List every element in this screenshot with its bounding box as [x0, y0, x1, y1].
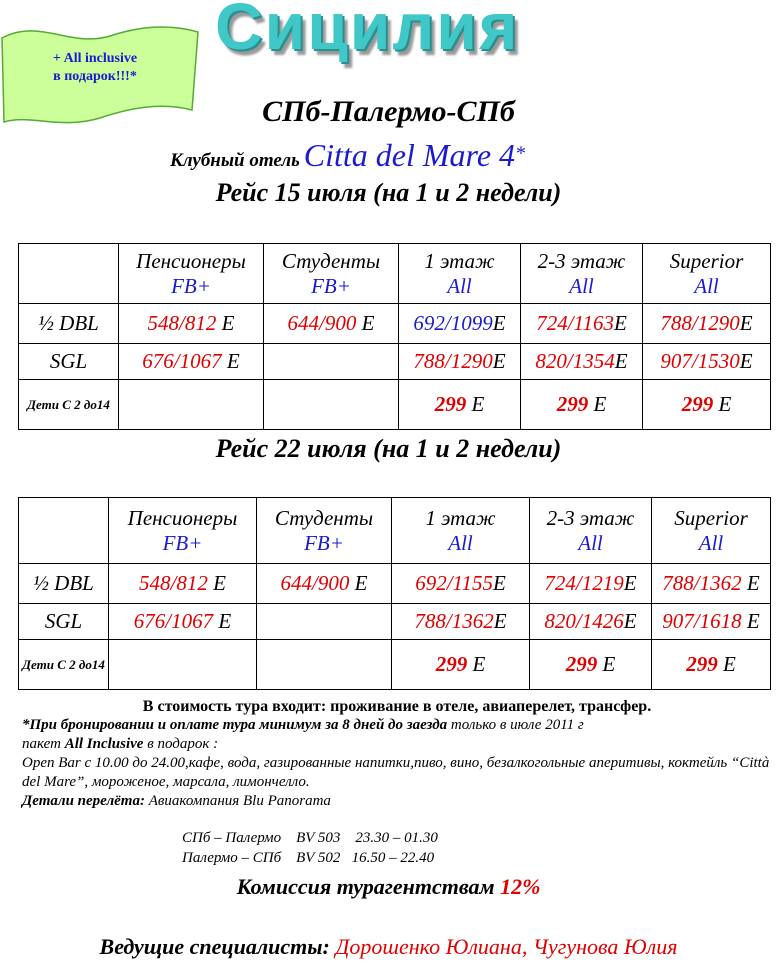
- price-cell: [643, 344, 771, 380]
- column-header-title: Студенты: [274, 505, 374, 530]
- price-cell: [392, 640, 530, 690]
- price-value-alt: 1290: [697, 311, 740, 335]
- price-separator: /: [319, 311, 325, 335]
- price-separator: /: [691, 349, 698, 373]
- column-header: [109, 498, 257, 564]
- price-value-alt: 1219: [581, 571, 624, 595]
- column-header: [399, 244, 521, 304]
- column-header-title: Пенсионеры: [127, 505, 238, 530]
- hotel-line: [170, 137, 525, 174]
- table-header-row: [19, 498, 771, 564]
- price-cell: [119, 344, 264, 380]
- price-currency: E: [356, 311, 375, 335]
- price-currency: E: [466, 392, 485, 416]
- table-row: [19, 640, 771, 690]
- package-name: All Inclusive: [64, 736, 144, 752]
- column-header: [652, 498, 771, 564]
- specialists-line: [0, 934, 777, 960]
- price-value: 788: [662, 571, 694, 595]
- price-separator: /: [170, 571, 177, 595]
- price-value-alt: 1290: [450, 349, 493, 373]
- column-header-board: All: [694, 273, 719, 298]
- column-header-board: All: [569, 273, 594, 298]
- price-value: 820: [544, 609, 576, 633]
- price-value-alt: 900: [317, 571, 350, 595]
- price-cell: [119, 380, 264, 430]
- column-header-board: All: [447, 273, 472, 298]
- gift-badge-text: [20, 50, 170, 86]
- price-value: 820: [535, 349, 567, 373]
- price-currency: E: [623, 609, 637, 633]
- price-value-alt: 1530: [697, 349, 740, 373]
- package-suffix: в подарок :: [143, 736, 219, 752]
- price-value: 299: [686, 652, 718, 676]
- price-value: 644: [287, 311, 320, 335]
- price-currency: E: [741, 571, 760, 595]
- price-value: 788: [414, 609, 446, 633]
- price-currency: E: [613, 311, 627, 335]
- booking-bold: *При бронировании и оплате тура минимум за 8 дней до заезда: [22, 717, 448, 733]
- price-currency: E: [492, 571, 506, 595]
- column-header-title: 1 этаж: [425, 505, 496, 530]
- flight-heading-2: Рейс 22 июля (на 1 и 2 недели): [215, 434, 562, 463]
- price-cell: [652, 564, 771, 604]
- price-value: 907: [660, 349, 692, 373]
- notes-block: [22, 697, 772, 811]
- price-value: 724: [544, 571, 576, 595]
- price-separator: /: [165, 609, 172, 633]
- price-value: 907: [662, 609, 694, 633]
- price-table-2: [18, 497, 771, 690]
- price-cell: [264, 344, 399, 380]
- table-row: [19, 564, 771, 604]
- price-currency: E: [739, 311, 753, 335]
- price-currency: E: [216, 311, 235, 335]
- price-value: 724: [536, 311, 568, 335]
- price-value-alt: 1426: [581, 609, 624, 633]
- price-cell: [109, 604, 257, 640]
- column-header-title: 2-3 этаж: [546, 505, 635, 530]
- price-cell: [399, 304, 521, 344]
- price-value-alt: 812: [184, 311, 217, 335]
- row-label: SGL: [19, 344, 119, 380]
- price-cell: [399, 380, 521, 430]
- price-value: 788: [413, 349, 445, 373]
- price-currency: E: [614, 349, 628, 373]
- column-header: [19, 244, 119, 304]
- column-header-board: All: [448, 530, 473, 555]
- price-currency: E: [739, 349, 753, 373]
- price-separator: /: [693, 609, 700, 633]
- column-header-board: FB+: [304, 530, 344, 555]
- price-cell: [652, 640, 771, 690]
- price-value: 548: [139, 571, 171, 595]
- price-cell: [652, 604, 771, 640]
- price-cell: [530, 564, 652, 604]
- column-header-board: FB+: [171, 273, 211, 298]
- price-cell: [392, 604, 530, 640]
- price-value: 548: [147, 311, 180, 335]
- column-header-title: Superior: [674, 505, 748, 530]
- price-currency: E: [623, 571, 637, 595]
- price-value-alt: 812: [176, 571, 208, 595]
- price-cell: [521, 380, 643, 430]
- row-label: ½ DBL: [19, 304, 119, 344]
- price-value: 299: [556, 392, 589, 416]
- price-currency: E: [492, 349, 506, 373]
- price-value: 299: [435, 652, 468, 676]
- price-table-1: [18, 243, 771, 430]
- column-header-board: FB+: [162, 530, 203, 555]
- price-cell: [257, 604, 392, 640]
- price-cell: [530, 604, 652, 640]
- column-header: [257, 498, 392, 564]
- price-currency: E: [213, 609, 232, 633]
- open-bar-text: Open Bar с 10.00 до 24.00,кафе, вода, газированные напитки,пиво, вино, безалкогольные аперитивы, коктейль “Città del Mare”, мороженое, марсала, лимончелло.: [22, 755, 770, 790]
- included-services: В стоимость тура входит: проживание в отеле, авиаперелет, трансфер.: [142, 698, 652, 715]
- flight-details-label: Детали перелёта:: [22, 793, 145, 809]
- price-value: 676: [142, 349, 174, 373]
- price-value-alt: 1155: [452, 571, 493, 595]
- hotel-star: *: [515, 142, 526, 165]
- price-separator: /: [445, 609, 452, 633]
- price-cell: [399, 344, 521, 380]
- price-value-alt: 1618: [699, 609, 742, 633]
- price-currency: E: [713, 392, 732, 416]
- badge-line-1: + All inclusive: [52, 51, 138, 66]
- column-header-board: All: [698, 530, 724, 555]
- column-header-board: All: [578, 530, 603, 555]
- table-row: [19, 604, 771, 640]
- price-cell: [119, 304, 264, 344]
- table-header-row: [19, 244, 771, 304]
- column-header-title: Пенсионеры: [136, 248, 246, 273]
- specialists-label: Ведущие специалисты:: [99, 934, 336, 959]
- price-currency: E: [207, 571, 226, 595]
- price-cell: [109, 564, 257, 604]
- column-header-title: 1 этаж: [424, 248, 495, 273]
- price-currency: E: [597, 652, 616, 676]
- commission-line: [0, 874, 777, 900]
- price-value: 299: [434, 392, 467, 416]
- price-cell: [257, 564, 392, 604]
- column-header: [392, 498, 530, 564]
- column-header-title: 2-3 этаж: [537, 248, 626, 273]
- package-line: [22, 735, 772, 754]
- table-row: [19, 344, 771, 380]
- route-heading: СПб-Палермо-СПб: [262, 95, 515, 128]
- price-cell: [643, 304, 771, 344]
- price-value: 644: [280, 571, 313, 595]
- price-value: 299: [681, 392, 714, 416]
- price-separator: /: [312, 571, 318, 595]
- column-header-board: FB+: [311, 273, 351, 298]
- row-label: Дети С 2 до14: [19, 380, 119, 430]
- price-separator: /: [693, 571, 700, 595]
- price-value-alt: 1362: [451, 609, 494, 633]
- price-separator: /: [173, 349, 180, 373]
- flight-schedule: [182, 828, 438, 868]
- price-separator: /: [567, 311, 574, 335]
- price-value-alt: 1067: [171, 609, 214, 633]
- price-value: 692: [413, 311, 445, 335]
- price-currency: E: [741, 609, 760, 633]
- price-value: 676: [133, 609, 166, 633]
- column-header: [521, 244, 643, 304]
- price-separator: /: [566, 349, 573, 373]
- price-separator: /: [575, 571, 582, 595]
- table-row: [19, 380, 771, 430]
- price-currency: E: [349, 571, 368, 595]
- price-separator: /: [444, 349, 451, 373]
- price-currency: E: [493, 609, 507, 633]
- row-label: Дети С 2 до14: [19, 640, 109, 690]
- column-header: [530, 498, 652, 564]
- row-label: ½ DBL: [19, 564, 109, 604]
- price-value-alt: 900: [324, 311, 357, 335]
- price-currency: E: [467, 652, 486, 676]
- page-title: Сицилия: [215, 0, 520, 63]
- price-cell: [264, 380, 399, 430]
- price-currency: E: [717, 652, 736, 676]
- package-prefix: пакет: [22, 736, 65, 752]
- hotel-name: Citta del Mare 4: [303, 137, 516, 173]
- commission-label: Комиссия турагентствам: [236, 874, 501, 899]
- column-header: [119, 244, 264, 304]
- price-cell: [643, 380, 771, 430]
- hotel-prefix: Клубный отель: [170, 150, 300, 171]
- table-row: [19, 304, 771, 344]
- price-separator: /: [444, 311, 451, 335]
- column-header: [264, 244, 399, 304]
- price-separator: /: [691, 311, 698, 335]
- price-cell: [530, 640, 652, 690]
- price-value-alt: 1354: [572, 349, 615, 373]
- price-cell: [521, 304, 643, 344]
- price-value-alt: 1067: [179, 349, 222, 373]
- price-currency: E: [588, 392, 607, 416]
- flight-line-outbound: СПб – Палермо BV 503 23.30 – 01.30: [182, 830, 438, 846]
- badge-line-2: в подарок!!!*: [53, 69, 137, 84]
- commission-value: 12%: [500, 874, 541, 899]
- price-value-alt: 1362: [699, 571, 742, 595]
- price-separator: /: [446, 571, 453, 595]
- airline-name: Авиакомпания Blu Panorama: [144, 793, 331, 809]
- column-header-title: Superior: [669, 248, 744, 273]
- price-cell: [264, 304, 399, 344]
- flight-heading-1: Рейс 15 июля (на 1 и 2 недели): [215, 178, 562, 207]
- booking-condition: [22, 716, 772, 735]
- price-cell: [109, 640, 257, 690]
- price-separator: /: [179, 311, 185, 335]
- price-currency: E: [221, 349, 240, 373]
- price-value: 788: [660, 311, 692, 335]
- price-value: 692: [415, 571, 447, 595]
- price-cell: [521, 344, 643, 380]
- flight-line-return: Палермо – СПб BV 502 16.50 – 22.40: [182, 850, 435, 866]
- row-label: SGL: [19, 604, 109, 640]
- price-value: 299: [565, 652, 598, 676]
- price-cell: [257, 640, 392, 690]
- column-header: [19, 498, 109, 564]
- column-header: [643, 244, 771, 304]
- price-cell: [392, 564, 530, 604]
- price-separator: /: [575, 609, 582, 633]
- price-value-alt: 1099: [450, 311, 493, 335]
- price-value-alt: 1163: [573, 311, 614, 335]
- flight-details-line: [22, 792, 772, 811]
- column-header-title: Студенты: [281, 248, 381, 273]
- specialists-names: Дорошенко Юлиана, Чугунова Юлия: [335, 934, 678, 959]
- booking-rest: только в июле 2011 г: [447, 717, 584, 733]
- price-currency: E: [492, 311, 506, 335]
